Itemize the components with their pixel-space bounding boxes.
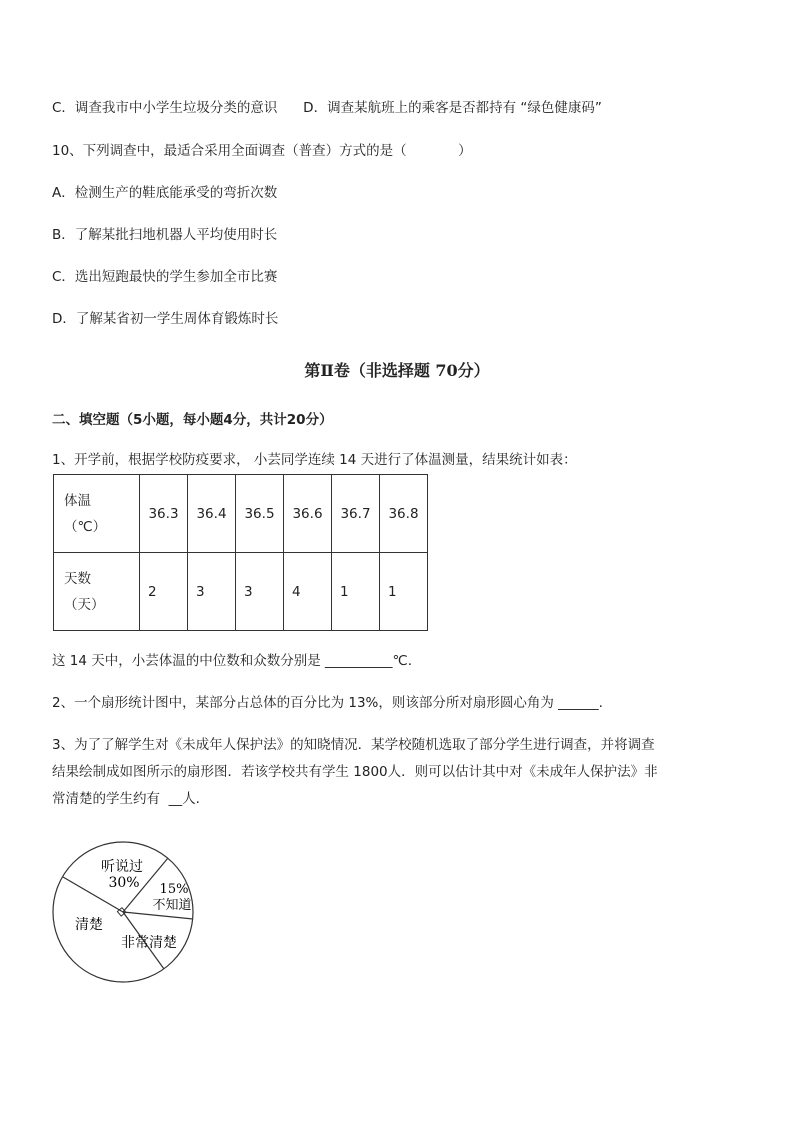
q10-stem: 10、下列调查中，最适合采用全面调查（普查）方式的是（ ）: [52, 143, 472, 159]
slice-value-heard: 30%: [108, 875, 140, 891]
days-header: [54, 553, 140, 631]
table-row-days: [54, 553, 428, 631]
table-cell: 36.6: [284, 475, 332, 553]
q10-option-d: D．了解某省初一学生周体育锻炼时长: [52, 311, 279, 327]
q3-line-3: 常清楚的学生约有 __人.: [52, 791, 200, 807]
slice-label-very-clear: 非常清楚: [121, 935, 177, 951]
temperature-table: [53, 474, 428, 631]
slice-value-unknown: 15%: [159, 882, 189, 897]
slice-label-unknown: 不知道: [152, 898, 192, 913]
temperature-header-unit: （℃）: [64, 518, 107, 535]
table-cell: 1: [332, 553, 380, 631]
table-cell: 36.4: [188, 475, 236, 553]
table-cell: 36.8: [380, 475, 428, 553]
table-cell: 36.5: [236, 475, 284, 553]
table-cell: 3: [188, 553, 236, 631]
q10-option-b: B．了解某批扫地机器人平均使用时长: [52, 227, 278, 243]
days-header-unit: （天）: [64, 596, 105, 613]
table-cell: 4: [284, 553, 332, 631]
table-cell: 2: [140, 553, 188, 631]
slice-label-clear: 清楚: [75, 917, 103, 933]
temperature-header: [54, 475, 140, 553]
table-cell: 1: [380, 553, 428, 631]
q3-line-1: 3、为了了解学生对《未成年人保护法》的知晓情况．某学校随机选取了部分学生进行调查，并将调查: [52, 737, 655, 753]
q1-stem: 1、开学前，根据学校防疫要求， 小芸同学连续 14 天进行了体温测量，结果统计如表：: [52, 452, 577, 468]
q9-option-c-d: C．调查我市中小学生垃圾分类的意识 D．调查某航班上的乘客是否都持有 “绿色健康码”: [52, 100, 602, 116]
table-cell: 36.3: [140, 475, 188, 553]
slice-label-heard: 听说过: [101, 859, 143, 875]
q2-stem: 2、一个扇形统计图中，某部分占总体的百分比为 13%，则该部分所对扇形圆心角为 ______.: [52, 695, 603, 711]
table-row-temperature: [54, 475, 428, 553]
temperature-header-label: 体温: [64, 492, 91, 509]
q10-option-a: A．检测生产的鞋底能承受的弯折次数: [52, 185, 278, 201]
table-cell: 36.7: [332, 475, 380, 553]
pie-chart: [52, 838, 202, 988]
q3-line-2: 结果绘制成如图所示的扇形图．若该学校共有学生 1800人．则可以估计其中对《未成年人保护法》非: [52, 764, 658, 780]
q1-question: 这 14 天中，小芸体温的中位数和众数分别是 __________℃.: [52, 653, 413, 669]
days-header-label: 天数: [64, 570, 91, 587]
fill-in-section-heading: 二、填空题（5小题，每小题4分，共计20分）: [52, 412, 333, 428]
section-ii-title: 第Ⅱ卷（非选择题 70分）: [304, 361, 490, 380]
q10-option-c: C．选出短跑最快的学生参加全市比赛: [52, 269, 278, 285]
table-cell: 3: [236, 553, 284, 631]
